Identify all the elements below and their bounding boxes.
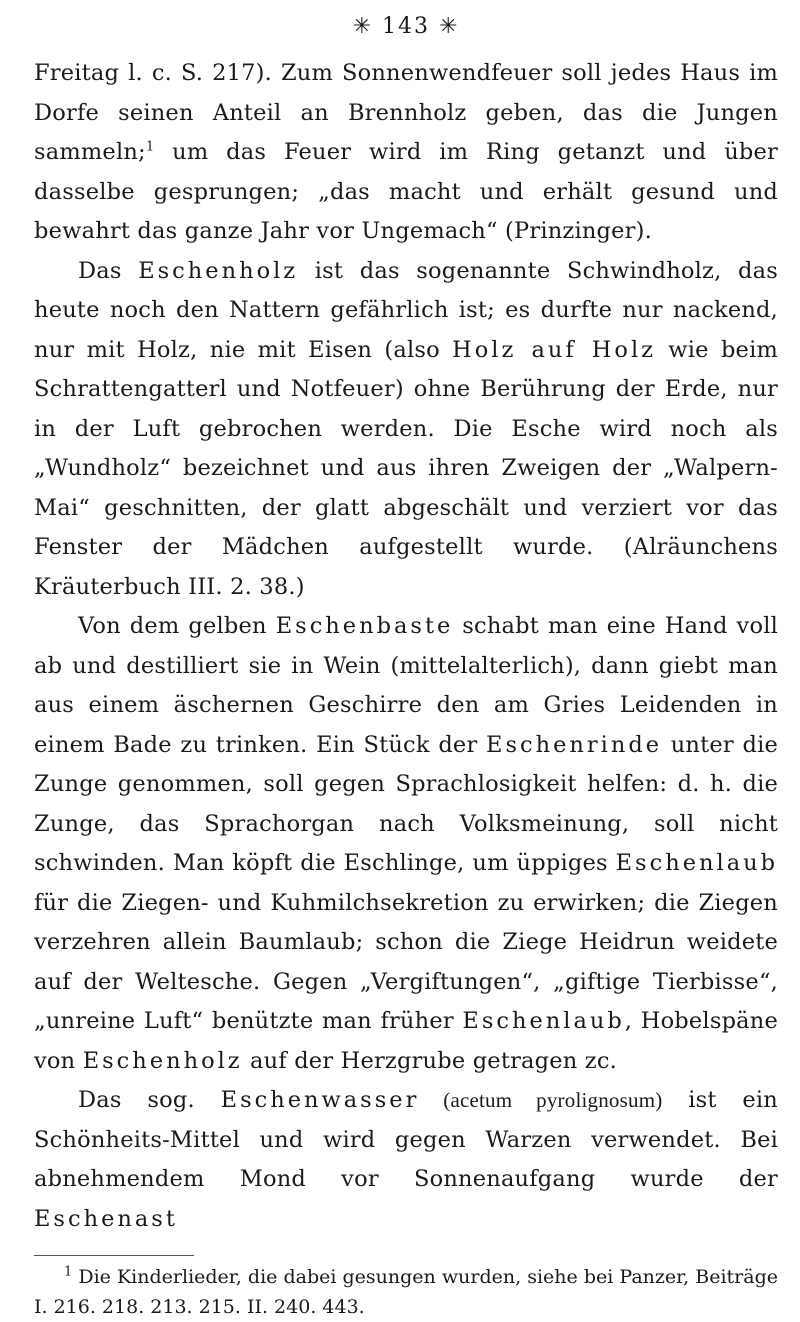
footnote-text: Die Kinderlieder, die dabei gesungen wurden, siehe bei Panzer, Beiträge I. 216. 218. 213. 215. II. 240. 443. xyxy=(34,1266,778,1318)
paragraph-2-text-3: wie beim Schrattengatterl und Notfeuer) ohne Berührung der Erde, nur in der Luft gebrochen werden. Die Esche wird noch als „Wundholz“ bezeichnet und aus ihren Zweigen der „Walpern-Mai“ geschnitten, der glatt abgeschält und verziert vor das Fenster der Mädchen aufgestellt wurde. (Alräunchens Kräuterbuch III. 2. 38.) xyxy=(34,336,778,600)
emphasis-eschenwasser: Eschenwasser xyxy=(220,1087,420,1113)
page-number: ✳ 143 ✳ xyxy=(352,14,460,39)
paragraph-3-text-2: schabt man eine Hand voll ab und destilliert sie in Wein (mittelalterlich), dann giebt man aus einem äschernen Geschirre den am Gries Leidenden in einem Bade zu trinken. Ein Stück der xyxy=(34,613,778,758)
paragraph-2-text-2: ist das sogenannte Schwindholz, das heute noch den Nattern gefährlich ist; es durfte nur nackend, nur mit Holz, nie mit Eisen (also xyxy=(34,257,779,363)
paragraph-1-text-a: Freitag l. c. S. 217). Zum Sonnenwendfeuer soll jedes Haus im Dorfe seinen Anteil an Brennholz geben, das die Jungen sammeln; xyxy=(34,60,778,165)
paragraph-2-text-1: Das xyxy=(78,257,139,284)
paragraph-1 xyxy=(34,54,778,252)
footnote-divider xyxy=(34,1255,194,1256)
paragraph-4-text-1: Das sog. xyxy=(78,1087,221,1113)
paragraph-3-text-4: für die Ziegen- und Kuhmilchsekretion zu erwirken; die Ziegen verzehren allein Baumlaub; schon die Ziege Heidrun weidete auf der Weltesche. Gegen „Vergiftungen“, „giftige Tierbisse“, „unreine Luft“ benützte man früher xyxy=(34,889,778,1034)
footnote-marker: 1 xyxy=(64,1264,73,1280)
emphasis-eschenast: Eschenast xyxy=(34,1205,178,1232)
paragraph-1-text-b: um das Feuer wird im Ring getanzt und über dasselbe gesprungen; „das macht und erhält gesund und bewahrt das ganze Jahr vor Ungemach“ (Prinzinger). xyxy=(34,139,778,244)
emphasis-eschenholz: Eschenholz xyxy=(138,257,299,284)
emphasis-eschenlaub-2: Eschenlaub xyxy=(462,1008,625,1034)
paragraph-3-text-5: , Hobelspäne von xyxy=(34,1008,778,1074)
main-text xyxy=(34,54,778,1239)
emphasis-eschenbaste: Eschenbaste xyxy=(275,613,454,639)
paragraph-2 xyxy=(34,252,778,608)
page-header xyxy=(34,14,778,54)
emphasis-eschenlaub: Eschenlaub xyxy=(615,850,778,876)
footnote xyxy=(34,1262,778,1322)
emphasis-eschenrinde: Eschenrinde xyxy=(486,731,663,758)
footnote-reference: 1 xyxy=(145,139,155,155)
latin-term: (acetum pyrolignosum) xyxy=(419,1088,663,1112)
paragraph-4-text-2: ist ein Schönheits-Mittel und wird gegen Warzen verwendet. Bei abnehmendem Mond vor Sonnenaufgang wurde der xyxy=(34,1087,778,1192)
emphasis-eschenholz-2: Eschenholz xyxy=(82,1047,243,1074)
paragraph-3-text-3: unter die Zunge genommen, soll gegen Sprachlosigkeit helfen: d. h. die Zunge, das Sprachorgan nach Volksmeinung, soll nicht schwinden. Man köpft die Eschlinge, um üppiges xyxy=(34,731,778,876)
paragraph-3-text-1: Von dem gelben xyxy=(78,613,276,639)
paragraph-3 xyxy=(34,607,778,1081)
paragraph-3-text-6: auf der Herzgrube getragen zc. xyxy=(242,1047,618,1074)
emphasis-holz-auf-holz: Holz auf Holz xyxy=(452,336,656,363)
paragraph-4 xyxy=(34,1081,778,1239)
